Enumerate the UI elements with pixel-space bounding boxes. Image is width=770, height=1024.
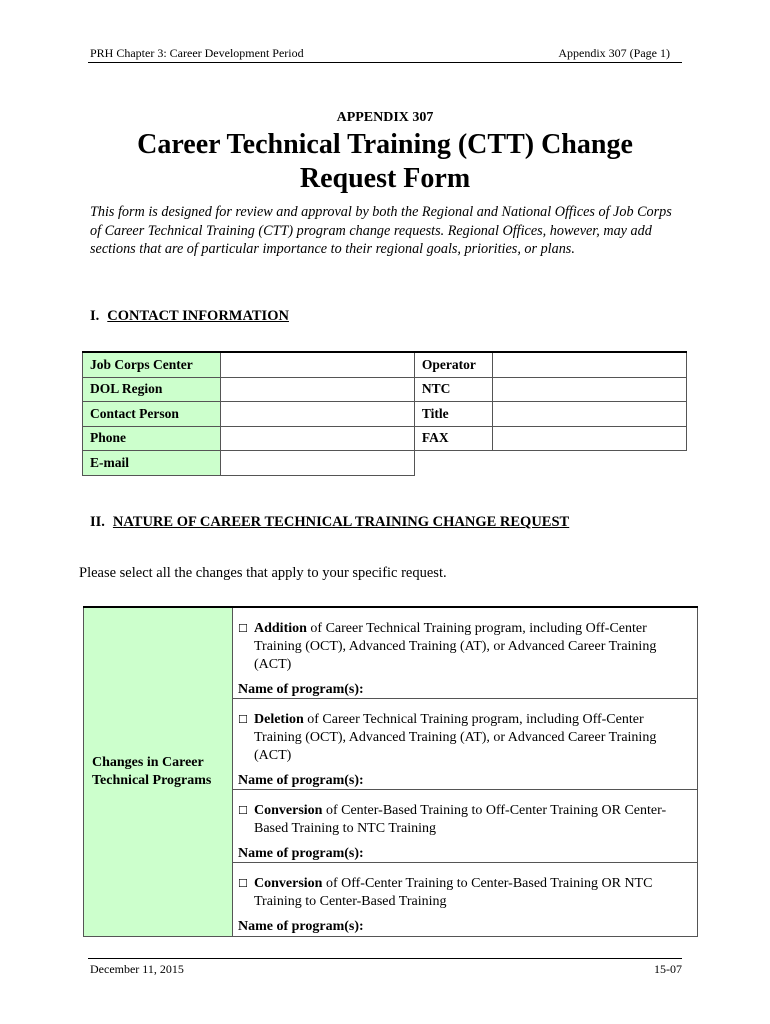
- option-keyword: Conversion: [254, 876, 323, 891]
- option-text: [254, 802, 691, 838]
- form-title: [0, 128, 770, 196]
- change-option-conversion-to-cbt: [233, 863, 698, 937]
- dol-region-label: DOL Region: [83, 377, 221, 402]
- footer-code: 15-07: [654, 962, 682, 976]
- page-footer: [88, 958, 682, 976]
- ntc-field[interactable]: [492, 377, 686, 402]
- option-description: of Career Technical Training program, including Off-Center Training (OCT), Advanced Training (AT), or Advanced Career Training (ACT): [254, 712, 657, 763]
- name-of-programs-label: Name of program(s):: [238, 773, 364, 788]
- changes-row-label-line2: Technical Programs: [92, 773, 212, 788]
- form-title-line1: Career Technical Training (CTT) Change: [137, 129, 633, 160]
- header-appendix-page: Appendix 307 (Page 1): [558, 46, 670, 60]
- checkbox-deletion[interactable]: ☐: [238, 713, 248, 726]
- checkbox-conversion-to-oct[interactable]: ☐: [238, 804, 248, 817]
- contact-table: [82, 351, 687, 476]
- contact-person-field[interactable]: [220, 402, 414, 427]
- name-of-programs-label: Name of program(s):: [238, 919, 364, 934]
- section-number: II.: [90, 514, 105, 530]
- operator-label: Operator: [414, 352, 492, 377]
- change-option-addition: [233, 607, 698, 699]
- section-title: CONTACT INFORMATION: [107, 308, 289, 324]
- option-description: of Off-Center Training to Center-Based Training OR NTC Training to Center-Based Training: [254, 876, 653, 909]
- changes-row-label-line1: Changes in Career: [92, 755, 204, 770]
- checkbox-addition[interactable]: ☐: [238, 622, 248, 635]
- job-corps-center-field[interactable]: [220, 352, 414, 377]
- phone-label: Phone: [83, 426, 221, 451]
- option-keyword: Deletion: [254, 712, 304, 727]
- name-of-programs-label: Name of program(s):: [238, 846, 364, 861]
- fax-field[interactable]: [492, 426, 686, 451]
- option-text: [254, 711, 691, 765]
- name-of-programs-label: Name of program(s):: [238, 682, 364, 697]
- option-description: of Career Technical Training program, including Off-Center Training (OCT), Advanced Training (AT), or Advanced Career Training (ACT): [254, 621, 657, 672]
- section-heading-nature: [90, 514, 569, 531]
- section-title: NATURE OF CAREER TECHNICAL TRAINING CHANGE REQUEST: [112, 514, 570, 530]
- change-option-conversion-to-oct: [233, 790, 698, 863]
- option-text: [254, 620, 691, 674]
- job-corps-center-label: Job Corps Center: [83, 352, 221, 377]
- intro-paragraph: This form is designed for review and approval by both the Regional and National Offices of Job Corps of Career Technical Training (CTT) program change requests. Regional Offices, however, may add sections that are of particular importance to their regional goals, priorities, or plans.: [90, 204, 672, 257]
- phone-field[interactable]: [220, 426, 414, 451]
- option-text: [254, 875, 691, 911]
- option-keyword: Addition: [254, 621, 307, 636]
- changes-table: [83, 606, 698, 937]
- operator-field[interactable]: [492, 352, 686, 377]
- title-field[interactable]: [492, 402, 686, 427]
- checkbox-conversion-to-cbt[interactable]: ☐: [238, 877, 248, 890]
- dol-region-field[interactable]: [220, 377, 414, 402]
- header-chapter: PRH Chapter 3: Career Development Period: [90, 46, 304, 60]
- option-description: of Center-Based Training to Off-Center Training OR Center-Based Training to NTC Training: [254, 803, 667, 836]
- appendix-label: APPENDIX 307: [336, 110, 434, 125]
- option-keyword: Conversion: [254, 803, 323, 818]
- form-title-line2: Request Form: [299, 163, 471, 194]
- contact-person-label: Contact Person: [83, 402, 221, 427]
- ntc-label: NTC: [414, 377, 492, 402]
- email-label: E-mail: [83, 451, 221, 476]
- changes-row-label: [84, 607, 233, 937]
- email-field[interactable]: [220, 451, 414, 476]
- empty-cell: [414, 451, 686, 476]
- page-header: [88, 46, 682, 63]
- title-label: Title: [414, 402, 492, 427]
- change-option-deletion: [233, 699, 698, 790]
- fax-label: FAX: [414, 426, 492, 451]
- footer-date: December 11, 2015: [90, 962, 184, 976]
- section-heading-contact: [90, 308, 289, 325]
- section-number: I.: [90, 308, 100, 324]
- instruction-text: Please select all the changes that apply to your specific request.: [79, 565, 447, 581]
